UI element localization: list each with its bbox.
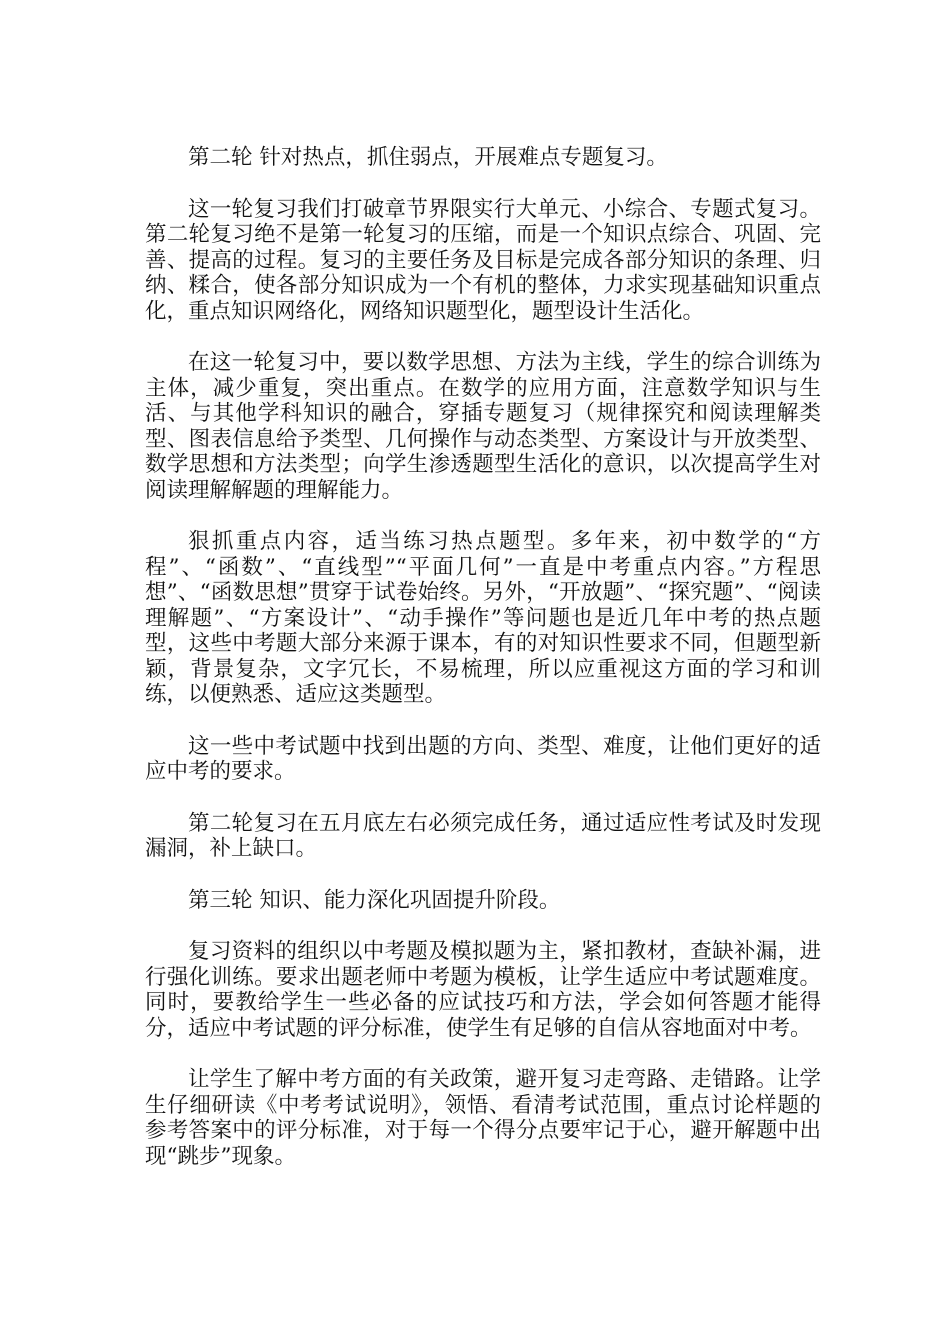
paragraph-review-materials: 复习资料的组织以中考题及模拟题为主，紧扣教材，查缺补漏，进行强化训练。要求出题老师中考题为模板，让学生适应中考试题难度。同时，要教给学生一些必备的应试技巧和方法，学会如何答题才能得分，适应中考试题的评分标准，使学生有足够的自信从容地面对中考。: [145, 939, 821, 1041]
paragraph-key-content: 狠抓重点内容，适当练习热点题型。多年来，初中数学的“方程”、“函数”、“直线型”“平面几何”一直是中考重点内容。”方程思想”、“函数思想”贯穿于试卷始终。另外，“开放题”、“探究题”、“阅读理解题”、“方案设计”、“动手操作”等问题也是近几年中考的热点题型，这些中考题大部分来源于课本，有的对知识性要求不同，但题型新颖，背景复杂，文字冗长，不易梳理，所以应重视这方面的学习和训练，以便熟悉、适应这类题型。: [145, 529, 821, 707]
heading-second-round: 第二轮 针对热点，抓住弱点，开展难点专题复习。: [188, 145, 668, 170]
paragraph-second-round-overview: 这一轮复习我们打破章节界限实行大单元、小综合、专题式复习。第二轮复习绝不是第一轮复习的压缩，而是一个知识点综合、巩固、完善、提高的过程。复习的主要任务及目标是完成各部分知识的条理、归纳、糅合，使各部分知识成为一个有机的整体，力求实现基础知识重点化，重点知识网络化，网络知识题型化，题型设计生活化。: [145, 196, 821, 324]
paragraph-second-round-deadline: 第二轮复习在五月底左右必须完成任务，通过适应性考试及时发现漏洞，补上缺口。: [145, 810, 821, 861]
paragraph-exam-policy: 让学生了解中考方面的有关政策，避开复习走弯路、走错路。让学生仔细研读《中考考试说明》，领悟、看清考试范围，重点讨论样题的参考答案中的评分标准，对于每一个得分点要牢记于心，避开解题中出现“跳步”现象。: [145, 1067, 821, 1169]
paragraph-thinking-methods: 在这一轮复习中，要以数学思想、方法为主线，学生的综合训练为主体，减少重复，突出重点。在数学的应用方面，注意数学知识与生活、与其他学科知识的融合，穿插专题复习（规律探究和阅读理解类型、图表信息给予类型、几何操作与动态类型、方案设计与开放类型、数学思想和方法类型；向学生渗透题型生活化的意识，以次提高学生对阅读理解解题的理解能力。: [145, 350, 821, 503]
document-body: [145, 145, 821, 1195]
paragraph-exam-direction: 这一些中考试题中找到出题的方向、类型、难度，让他们更好的适应中考的要求。: [145, 733, 821, 784]
heading-third-round: 第三轮 知识、能力深化巩固提升阶段。: [188, 887, 561, 913]
